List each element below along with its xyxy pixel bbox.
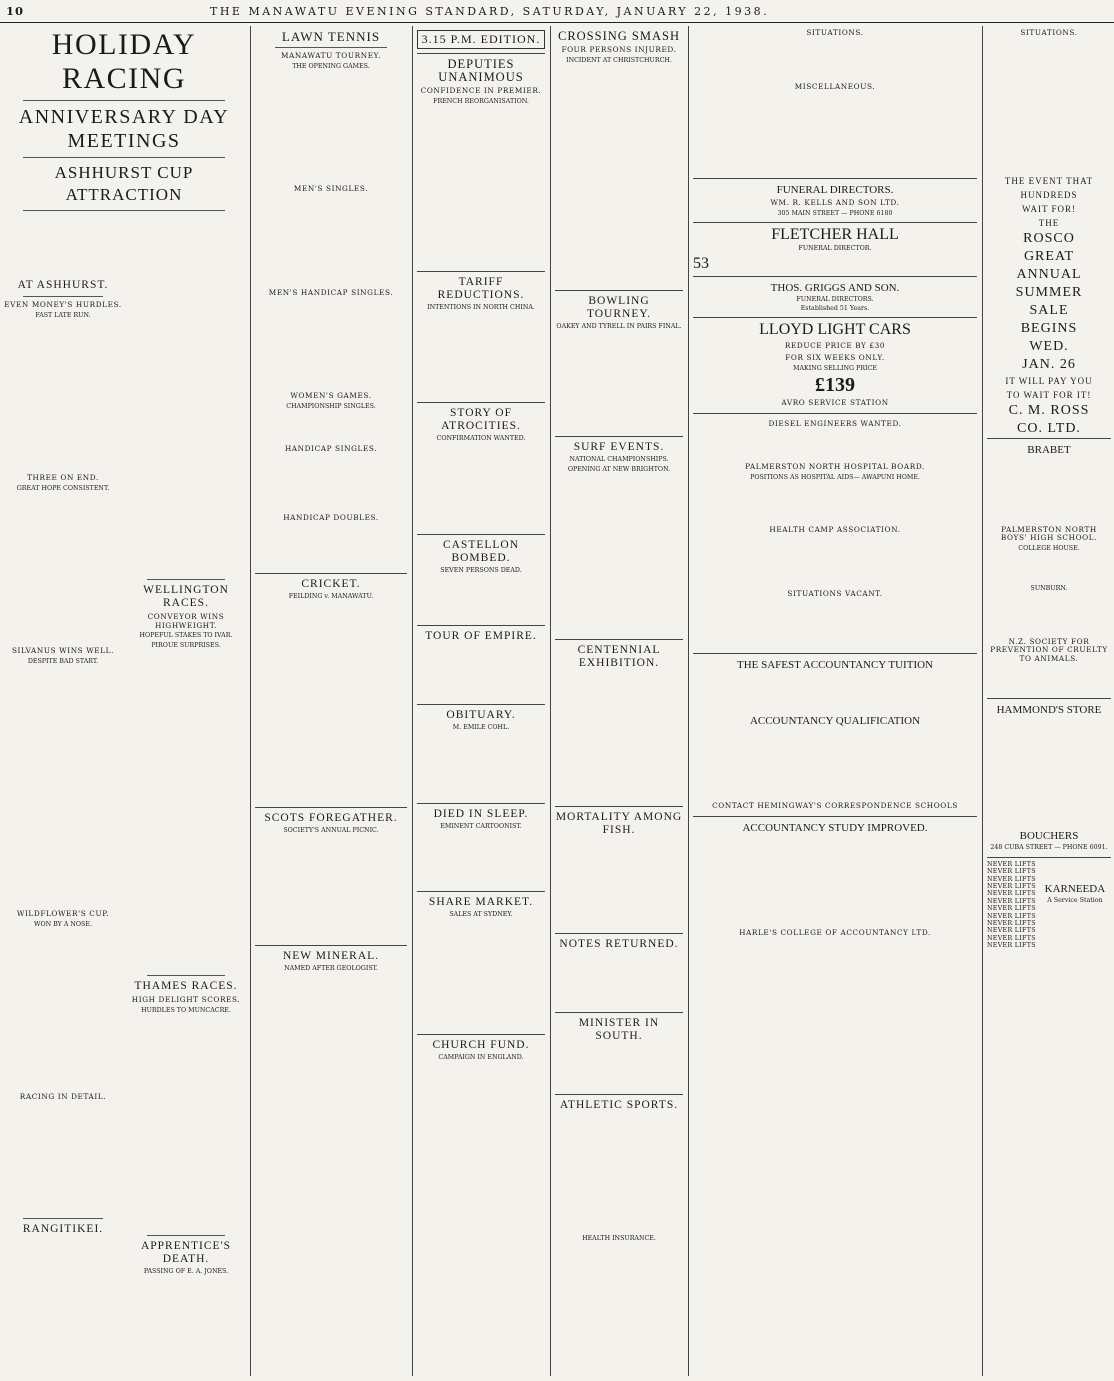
section-subheading: FRENCH REORGANISATION. <box>433 97 529 105</box>
article-text <box>417 107 545 267</box>
section-heading: PALMERSTON NORTH BOYS' HIGH SCHOOL. <box>1000 524 1098 543</box>
subhead-anniversary: ANNIVERSARY DAY MEETINGS <box>18 106 230 152</box>
article-text <box>3 930 123 1090</box>
newspaper-title: THE MANAWATU EVENING STANDARD, SATURDAY, JANUARY 22, 1938. <box>210 5 770 18</box>
advert-rosco-sale <box>987 170 1111 438</box>
section-heading: SITUATIONS. <box>1020 28 1078 37</box>
section-subheading: OAKEY AND TYRELL IN PAIRS FINAL. <box>556 323 682 330</box>
section-heading: NEW MINERAL. <box>282 950 380 963</box>
article-text <box>555 1045 683 1090</box>
advert-line: WED. <box>1029 338 1069 354</box>
advert-subheading: Established 51 Years. <box>800 305 870 312</box>
column-display-ads <box>984 26 1114 1376</box>
section-heading: DIED IN SLEEP. <box>433 807 529 820</box>
section-subheading: FOUR PERSONS INJURED. <box>561 45 677 54</box>
classified-ads <box>693 40 977 80</box>
advert-safest-tuition: THE SAFEST ACCOUNTANCY TUITION <box>736 659 933 672</box>
section-subheading: CONVEYOR WINS HIGHWEIGHT. <box>147 612 225 630</box>
section-heading: CHURCH FUND. <box>432 1039 530 1052</box>
article-text <box>555 839 683 929</box>
article-text <box>255 299 407 389</box>
section-heading: MISCELLANEOUS. <box>794 81 876 91</box>
section-subheading: WON BY A NOSE. <box>34 920 92 928</box>
advert-line: NEVER LIFTS <box>987 883 1036 890</box>
advert-accountancy: ACCOUNTANCY QUALIFICATION <box>749 715 921 728</box>
section-heading: FUNERAL DIRECTORS. <box>776 184 894 197</box>
advert-subheading: REDUCE PRICE BY £30 <box>784 341 886 351</box>
article-text <box>555 332 683 432</box>
section-subheading: FEILDING v. MANAWATU. <box>288 593 374 601</box>
article-text <box>255 524 407 569</box>
section-heading: HANDICAP DOUBLES. <box>283 512 379 522</box>
column-classifieds <box>690 26 980 1376</box>
advert-fletcher-hall: FLETCHER HALL <box>771 226 899 244</box>
section-heading: MEN'S SINGLES. <box>293 184 369 193</box>
section-heading: CASTELLON BOMBED. <box>442 538 520 564</box>
article-text <box>417 832 545 887</box>
advert-subheading: FOR SIX WEEKS ONLY. <box>785 353 885 362</box>
section-heading: N.Z. SOCIETY FOR PREVENTION OF CRUELTY TO ANIMALS. <box>990 636 1108 663</box>
section-subheading: CHAMPIONSHIP SINGLES. <box>286 402 376 410</box>
section-heading: WOMEN'S GAMES. <box>290 391 372 401</box>
advert-kells: WM. R. KELLS AND SON LTD. <box>770 198 900 208</box>
article-text <box>555 953 683 1008</box>
headline-crossing-smash: CROSSING SMASH <box>557 29 681 43</box>
section-heading: MORTALITY AMONG FISH. <box>555 811 683 837</box>
section-subheading: SOCIETY'S ANNUAL PICNIC. <box>283 826 379 834</box>
subhead-ashhurst-cup: ASHHURST CUP ATTRACTION <box>54 163 194 204</box>
section-subheading: INTENTIONS IN NORTH CHINA. <box>427 304 535 311</box>
section-heading: SCOTS FOREGATHER. <box>264 811 398 824</box>
classified-ads <box>987 40 1111 170</box>
advert-line: THE EVENT THAT <box>1004 175 1094 186</box>
article-text <box>417 734 545 799</box>
advert-karneeda: KARNEEDA <box>1044 882 1106 895</box>
advert-subheading: AVRO SERVICE STATION <box>781 398 889 407</box>
section-subheading: HURDLES TO MUNCACRE. <box>141 1006 231 1014</box>
section-subheading: HOPEFUL STAKES TO IVAR. <box>139 632 233 640</box>
section-heading: MEN'S HANDICAP SINGLES. <box>268 287 394 297</box>
section-heading: NOTES RETURNED. <box>559 938 679 951</box>
advert-line: IT WILL PAY YOU <box>1005 375 1093 386</box>
section-heading: SURF EVENTS. <box>573 441 665 454</box>
advert-line: TO WAIT FOR IT! <box>1006 389 1092 400</box>
section-heading: WILDFLOWER'S CUP. <box>16 909 110 918</box>
article-text <box>555 66 683 286</box>
section-subheading: THE OPENING GAMES. <box>292 62 370 70</box>
advert-line: NEVER LIFTS <box>987 905 1036 913</box>
column-rule <box>688 26 689 1376</box>
advert-subheading: COLLEGE HOUSE. <box>1018 544 1080 552</box>
advert-bouchers: BOUCHERS <box>1019 830 1079 843</box>
column-cable-news <box>414 26 548 1376</box>
article-text <box>255 72 407 182</box>
section-heading: SILVANUS WINS WELL. <box>11 646 115 655</box>
section-heading: STORY OF ATROCITIES. <box>441 407 521 433</box>
advert-line: HUNDREDS <box>1020 189 1078 200</box>
section-heading: ATHLETIC SPORTS. <box>559 1099 679 1112</box>
section-heading: CRICKET. <box>301 578 361 591</box>
column-rule <box>250 26 251 1376</box>
section-subheading: GREAT HOPE CONSISTENT. <box>16 484 110 492</box>
advert-harle: HARLE'S COLLEGE OF ACCOUNTANCY LTD. <box>739 927 931 937</box>
article-text <box>555 475 683 635</box>
column-lawn-tennis <box>252 26 410 1376</box>
article-text <box>417 645 545 700</box>
section-subheading: PIROUE SURPRISES. <box>151 641 221 649</box>
advert-line: GREAT <box>1023 248 1075 264</box>
advert-line: CO. LTD. <box>1017 420 1081 436</box>
section-subheading: CONFIDENCE IN PREMIER. <box>420 86 542 95</box>
section-subheading: SALES AT SYDNEY. <box>449 911 513 919</box>
section-heading: PALMERSTON NORTH HOSPITAL BOARD. <box>745 462 925 472</box>
article-text <box>417 445 545 530</box>
section-subheading: FAST LATE RUN. <box>35 311 91 319</box>
section-subheading: M. EMILE COHL. <box>452 724 510 732</box>
section-heading: DIESEL ENGINEERS WANTED. <box>768 418 902 428</box>
article-text <box>417 920 545 1030</box>
article-text <box>417 576 545 621</box>
section-heading: SITUATIONS VACANT. <box>787 588 883 598</box>
article-text <box>3 494 123 644</box>
advert-line: NEVER LIFTS <box>987 868 1036 876</box>
section-heading: TARIFF REDUCTIONS. <box>437 276 525 301</box>
section-heading: APPRENTICE'S DEATH. <box>140 1240 232 1265</box>
column-holiday-racing <box>0 26 248 1376</box>
section-heading: AT ASHHURST. <box>17 279 109 291</box>
advert-price: £139 <box>815 374 855 396</box>
article-text <box>255 196 407 286</box>
section-subheading: CONFIRMATION WANTED. <box>436 435 526 443</box>
advert-line: ROSCO <box>1023 230 1075 246</box>
section-heading: HANDICAP SINGLES. <box>284 444 378 454</box>
section-subheading: HEALTH INSURANCE. <box>582 1235 656 1243</box>
advert-line: NEVER LIFTS <box>987 860 1036 868</box>
advert-subheading: MAKING SELLING PRICE <box>793 364 877 372</box>
article-text <box>3 1104 123 1214</box>
section-subheading: EVEN MONEY'S HURDLES. <box>4 300 122 309</box>
edition-banner: 3.15 P.M. EDITION. <box>417 30 545 49</box>
advert-line: NEVER LIFTS <box>987 942 1036 950</box>
section-heading: OBITUARY. <box>446 709 516 722</box>
section-heading: SITUATIONS. <box>806 28 864 37</box>
article-text <box>3 667 123 907</box>
advert-line: NEVER LIFTS <box>987 920 1036 928</box>
race-results-text <box>127 1016 245 1231</box>
section-subheading: INCIDENT AT CHRISTCHURCH. <box>566 56 672 64</box>
article-text <box>255 836 407 941</box>
headline-deputies: DEPUTIES UNANIMOUS <box>438 57 524 84</box>
advert-line: WAIT FOR! <box>1021 203 1077 214</box>
section-heading: HEALTH CAMP ASSOCIATION. <box>769 525 901 535</box>
advert-line: NEVER LIFTS <box>987 912 1036 920</box>
masthead <box>0 0 1114 23</box>
section-heading: CENTENNIAL EXHIBITION. <box>577 644 661 670</box>
section-heading: BOWLING TOURNEY. <box>586 295 652 320</box>
race-results-text <box>127 651 245 971</box>
advert-hammonds-store: HAMMOND'S STORE <box>996 704 1102 717</box>
cricket-scorecard <box>255 603 407 803</box>
page-number: 10 <box>6 4 25 18</box>
headline-lawn-tennis: LAWN TENNIS <box>281 29 381 44</box>
advert-line: THE <box>1038 217 1060 228</box>
section-subheading: MANAWATU TOURNEY. <box>280 51 382 60</box>
headline-holiday-racing: HOLIDAY RACING <box>51 28 197 95</box>
advert-line: NEVER LIFTS <box>987 927 1036 935</box>
column-local-news <box>552 26 686 1376</box>
race-results-text <box>127 275 245 575</box>
article-text <box>3 321 123 471</box>
section-heading: RACING IN DETAIL. <box>19 1092 107 1101</box>
advert-brabet: BRABET <box>1027 443 1071 456</box>
advert-line: SALE <box>1029 302 1069 318</box>
advert-number: 53 <box>693 254 709 272</box>
section-heading: MINISTER IN SOUTH. <box>578 1017 660 1043</box>
section-subheading: CAMPAIGN IN ENGLAND. <box>438 1054 524 1062</box>
article-text <box>555 1114 683 1234</box>
section-heading: THAMES RACES. <box>134 980 238 992</box>
section-heading: THREE ON END. <box>27 473 99 482</box>
section-heading: SHARE MARKET. <box>428 896 534 909</box>
advert-accountancy-study: ACCOUNTANCY STUDY IMPROVED. <box>742 821 928 834</box>
section-subheading: HIGH DELIGHT SCORES. <box>131 995 241 1004</box>
section-subheading: NATIONAL CHAMPIONSHIPS. <box>569 456 669 464</box>
section-subheading: SEVEN PERSONS DEAD. <box>440 566 522 574</box>
advert-griggs: THOS. GRIGGS AND SON. <box>770 281 900 294</box>
advert-line: NEVER LIFTS <box>987 890 1036 898</box>
section-heading: TOUR OF EMPIRE. <box>425 630 537 643</box>
article-text <box>555 672 683 802</box>
section-subheading: EMINENT CARTOONIST. <box>440 822 522 830</box>
advert-line: BEGINS <box>1020 320 1078 336</box>
article-intro-text <box>3 215 245 275</box>
never-lifts-list <box>987 861 1036 950</box>
column-rule <box>982 26 983 1376</box>
advert-subheading: FUNERAL DIRECTORS. <box>796 295 874 303</box>
advert-kells-address: 305 MAIN STREET — PHONE 6180 <box>777 209 893 217</box>
advert-line: NEVER LIFTS <box>987 875 1036 883</box>
section-heading: WELLINGTON RACES. <box>143 584 229 609</box>
advert-line: NEVER LIFTS <box>987 897 1036 905</box>
article-text <box>255 456 407 511</box>
advert-line: ANNUAL <box>1016 266 1082 282</box>
classified-ads <box>693 93 977 178</box>
section-heading: RANGITIKEI. <box>22 1222 104 1235</box>
advert-subheading: 248 CUBA STREET — PHONE 6091. <box>990 844 1108 852</box>
advert-subheading: POSITIONS AS HOSPITAL AIDS— AWAPUNI HOME. <box>750 473 920 481</box>
advert-line: JAN. 26 <box>1022 356 1076 372</box>
advert-subheading: A Service Station <box>1047 896 1103 904</box>
article-text <box>417 313 545 398</box>
advert-line: C. M. ROSS <box>1008 402 1090 418</box>
column-rule <box>550 26 551 1376</box>
advert-line: NEVER LIFTS <box>987 934 1036 942</box>
section-subheading: DESPITE BAD START. <box>27 657 99 665</box>
advert-contact: CONTACT HEMINGWAY'S CORRESPONDENCE SCHOOLS <box>712 801 958 811</box>
advert-line: SUMMER <box>1015 284 1083 300</box>
article-text <box>255 412 407 442</box>
section-subheading: OPENING AT NEW BRIGHTON. <box>567 465 671 473</box>
advert-subheading: FUNERAL DIRECTOR. <box>798 245 872 253</box>
advert-lloyd-light-cars: LLOYD LIGHT CARS <box>759 321 911 339</box>
section-subheading: PASSING OF E. A. JONES. <box>143 1268 229 1275</box>
column-rule <box>412 26 413 1376</box>
advert-subheading: SUNBURN. <box>1030 585 1068 593</box>
section-subheading: NAMED AFTER GEOLOGIST. <box>284 965 378 973</box>
